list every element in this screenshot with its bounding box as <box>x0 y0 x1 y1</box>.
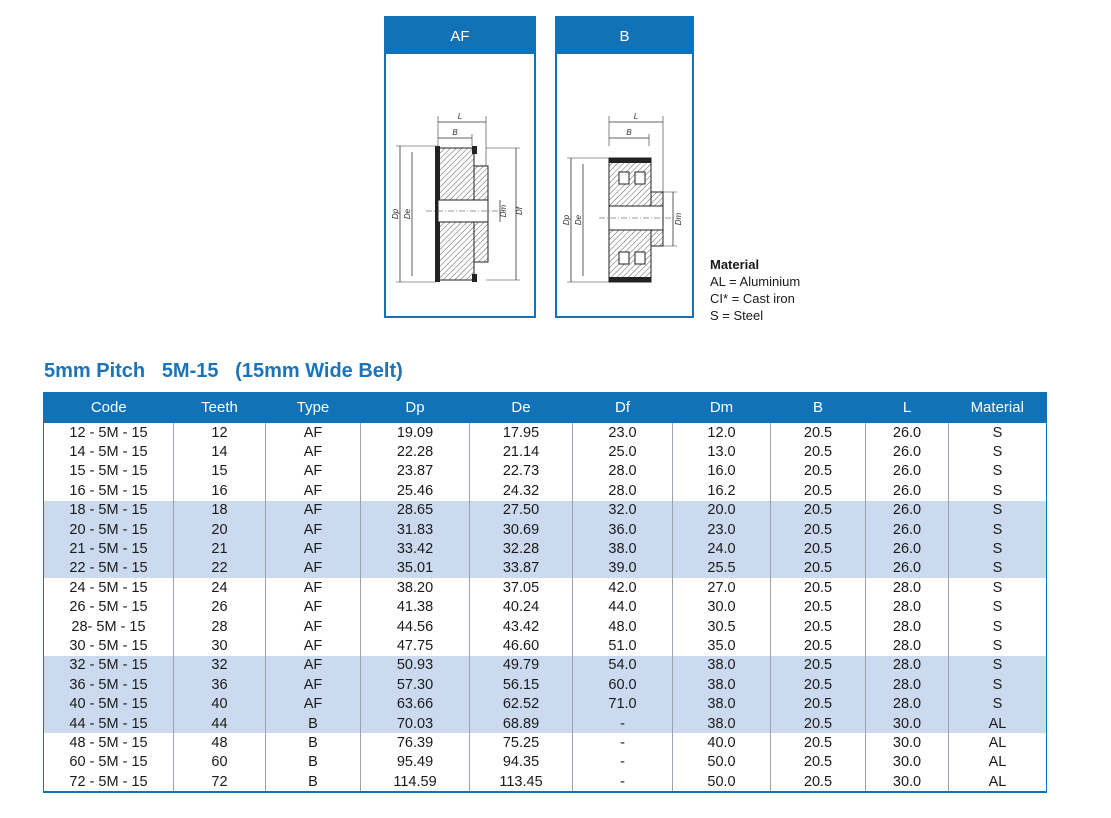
table-cell: 38.20 <box>361 578 470 597</box>
table-cell: 44.56 <box>361 617 470 636</box>
table-cell: 48.0 <box>573 617 673 636</box>
table-cell: 44 <box>174 714 266 733</box>
dim-label-l: L <box>633 112 639 121</box>
table-cell: 44 - 5M - 15 <box>44 714 174 733</box>
table-row <box>44 772 1047 792</box>
table-cell: 32.0 <box>573 501 673 520</box>
table-cell: 12 - 5M - 15 <box>69 424 148 441</box>
table-cell: 21.14 <box>470 442 573 461</box>
table-cell: 25.0 <box>573 442 673 461</box>
table-cell: 48 - 5M - 15 <box>69 734 148 751</box>
table-row <box>44 462 1047 481</box>
table-cell: 30.0 <box>866 714 949 733</box>
table-cell: 26.0 <box>866 501 949 520</box>
dim-label-dm: Dm <box>674 212 683 226</box>
table-cell: 31.83 <box>361 520 470 539</box>
table-cell: 26.0 <box>866 559 949 578</box>
diagram-panel-af <box>384 16 536 318</box>
table-cell: S <box>949 578 1047 597</box>
table-cell: 18 <box>174 501 266 520</box>
table-cell: 20.5 <box>771 733 866 752</box>
table-cell: S <box>949 539 1047 558</box>
table-cell: 13.0 <box>673 442 771 461</box>
table-cell: 25.5 <box>673 559 771 578</box>
table-cell: 20.5 <box>771 559 866 578</box>
table-cell: 28.0 <box>866 617 949 636</box>
table-cell: 20.5 <box>771 501 866 520</box>
table-cell: 94.35 <box>470 753 573 772</box>
column-header: Teeth <box>174 392 266 423</box>
dim-label-dm: Dm <box>499 204 508 218</box>
column-header: Dp <box>361 392 470 423</box>
dim-label-b: B <box>626 128 632 137</box>
material-title: Material <box>710 257 760 272</box>
table-cell: 51.0 <box>573 636 673 655</box>
table-cell: 35.0 <box>673 636 771 655</box>
table-cell: 28.0 <box>866 656 949 675</box>
table-cell: AF <box>266 578 361 597</box>
table-cell: 44.0 <box>573 598 673 617</box>
table-cell: 30 <box>174 636 266 655</box>
table-cell: 14 - 5M - 15 <box>69 444 148 461</box>
table-cell: 28.0 <box>866 578 949 597</box>
table-cell: 50.0 <box>673 753 771 772</box>
table-cell: 70.03 <box>361 714 470 733</box>
table-cell: 47.75 <box>361 636 470 655</box>
table-cell: 20 - 5M - 15 <box>44 520 174 539</box>
table-cell: AF <box>266 559 361 578</box>
table-cell: 30.0 <box>866 772 949 792</box>
table-cell: 40.24 <box>470 598 573 617</box>
table-cell: 20.5 <box>771 656 866 675</box>
table-cell: S <box>949 636 1047 655</box>
table-cell: 57.30 <box>361 675 470 694</box>
table-row <box>44 442 1047 461</box>
table-cell: 18 - 5M - 15 <box>44 501 174 520</box>
table-cell: S <box>949 442 1047 461</box>
pulley-af-drawing <box>386 54 534 316</box>
panel-af-title: AF <box>386 18 534 54</box>
table-cell: 23.87 <box>361 462 470 481</box>
table-cell: AF <box>266 617 361 636</box>
table-cell: 60 <box>174 753 266 772</box>
table-cell: 20.5 <box>771 772 866 792</box>
column-header: Dm <box>673 392 771 423</box>
table-row <box>44 733 1047 752</box>
table-row <box>44 694 1047 713</box>
table-cell: 20.5 <box>771 481 866 500</box>
table-cell: 24.0 <box>673 539 771 558</box>
table-cell: AF <box>266 520 361 539</box>
table-cell: AF <box>266 539 361 558</box>
table-cell: 20.5 <box>771 675 866 694</box>
table-row <box>44 617 1047 636</box>
table-cell: 20.5 <box>771 617 866 636</box>
table-cell: 16 - 5M - 15 <box>69 482 148 499</box>
table-cell: 12 <box>174 423 266 442</box>
table-cell: 30.0 <box>673 598 771 617</box>
table-cell: 28.0 <box>866 694 949 713</box>
table-cell: 20.5 <box>771 462 866 481</box>
table-cell: AF <box>266 442 361 461</box>
table-cell: AF <box>266 675 361 694</box>
diagram-panel-b <box>555 16 694 318</box>
table-cell: 20.5 <box>771 598 866 617</box>
table-cell: 60.0 <box>573 675 673 694</box>
material-line: AL = Aluminium <box>710 274 801 289</box>
table-cell: 15 <box>174 462 266 481</box>
table-cell: 20.0 <box>673 501 771 520</box>
material-line: CI* = Cast iron <box>710 291 795 306</box>
table-cell: 22.28 <box>361 442 470 461</box>
table-cell: 36 <box>174 675 266 694</box>
table-cell: 20.5 <box>771 636 866 655</box>
table-cell: 38.0 <box>673 714 771 733</box>
column-header: Type <box>266 392 361 423</box>
table-cell: AF <box>266 598 361 617</box>
table-cell: 60 - 5M - 15 <box>69 754 148 771</box>
table-cell: 28.0 <box>573 481 673 500</box>
table-cell: 30 - 5M - 15 <box>69 637 148 654</box>
table-cell: 28 <box>174 617 266 636</box>
table-cell: 23.0 <box>673 520 771 539</box>
table-cell: 19.09 <box>361 423 470 442</box>
table-cell: 24 - 5M - 15 <box>69 579 148 596</box>
table-cell: 26.0 <box>866 539 949 558</box>
table-cell: AF <box>266 462 361 481</box>
table-cell: 36.0 <box>573 520 673 539</box>
table-cell: 21 - 5M - 15 <box>44 539 174 558</box>
table-cell: 16.0 <box>673 462 771 481</box>
table-cell: S <box>949 481 1047 500</box>
section-heading: 5mm Pitch 5M-15 (15mm Wide Belt) <box>44 360 403 382</box>
table-cell: 30.0 <box>866 733 949 752</box>
table-cell: 17.95 <box>470 423 573 442</box>
pulley-spec-table <box>43 392 1047 793</box>
table-cell: B <box>266 714 361 733</box>
table-cell: S <box>949 559 1047 578</box>
dim-label-de: De <box>403 208 412 220</box>
table-row <box>44 423 1047 442</box>
table-cell: 22 <box>174 559 266 578</box>
table-cell: 26 - 5M - 15 <box>69 599 148 616</box>
table-row <box>44 675 1047 694</box>
table-cell: 76.39 <box>361 733 470 752</box>
column-header: Code <box>44 392 174 423</box>
table-cell: AL <box>949 733 1047 752</box>
column-header: B <box>771 392 866 423</box>
panel-b-title: B <box>557 18 692 54</box>
table-cell: 22 - 5M - 15 <box>44 559 174 578</box>
table-cell: 30.0 <box>866 753 949 772</box>
table-row <box>44 636 1047 655</box>
table-cell: 20.5 <box>771 578 866 597</box>
table-row <box>44 753 1047 772</box>
table-cell: B <box>266 772 361 792</box>
table-cell: 15 - 5M - 15 <box>69 463 148 480</box>
table-cell: 22.73 <box>470 462 573 481</box>
table-cell: 50.93 <box>361 656 470 675</box>
table-cell: S <box>949 423 1047 442</box>
table-cell: AL <box>949 714 1047 733</box>
table-cell: 20.5 <box>771 714 866 733</box>
table-cell: S <box>949 520 1047 539</box>
table-cell: 114.59 <box>361 772 470 792</box>
table-cell: 20.5 <box>771 539 866 558</box>
table-cell: 40 - 5M - 15 <box>44 694 174 713</box>
table-cell: 26.0 <box>866 423 949 442</box>
table-cell: S <box>949 462 1047 481</box>
table-cell: 71.0 <box>573 694 673 713</box>
table-cell: 40.0 <box>673 733 771 752</box>
table-cell: - <box>573 772 673 792</box>
table-row <box>44 481 1047 500</box>
table-cell: 63.66 <box>361 694 470 713</box>
table-cell: AF <box>266 481 361 500</box>
table-cell: AF <box>266 694 361 713</box>
table-cell: 46.60 <box>470 636 573 655</box>
table-row <box>44 578 1047 597</box>
table-cell: 36 - 5M - 15 <box>44 675 174 694</box>
table-cell: 16.2 <box>673 481 771 500</box>
table-cell: 30.69 <box>470 520 573 539</box>
table-cell: 27.50 <box>470 501 573 520</box>
pulley-b-drawing <box>557 54 692 316</box>
table-cell: 40 <box>174 694 266 713</box>
table-row <box>44 714 1047 733</box>
dim-label-df: Df <box>515 207 524 215</box>
table-cell: 28- 5M - 15 <box>71 618 146 635</box>
table-cell: 20.5 <box>771 423 866 442</box>
dim-label-l: L <box>457 112 463 121</box>
table-cell: 38.0 <box>673 656 771 675</box>
table-cell: 20.5 <box>771 520 866 539</box>
table-cell: - <box>573 714 673 733</box>
table-row <box>44 656 1047 675</box>
table-cell: 32 - 5M - 15 <box>44 656 174 675</box>
table-row <box>44 539 1047 558</box>
table-cell: 20.5 <box>771 753 866 772</box>
table-cell: 28.0 <box>866 636 949 655</box>
table-cell: 26.0 <box>866 462 949 481</box>
table-cell: 42.0 <box>573 578 673 597</box>
table-cell: S <box>949 617 1047 636</box>
table-cell: 49.79 <box>470 656 573 675</box>
column-header: Material <box>949 392 1047 423</box>
table-row <box>44 559 1047 578</box>
table-cell: 28.0 <box>866 675 949 694</box>
table-cell: AF <box>266 636 361 655</box>
table-cell: 50.0 <box>673 772 771 792</box>
table-cell: 28.0 <box>573 462 673 481</box>
column-header: L <box>866 392 949 423</box>
table-cell: 33.87 <box>470 559 573 578</box>
table-cell: B <box>266 753 361 772</box>
dim-label-de: De <box>574 214 583 226</box>
table-cell: 12.0 <box>673 423 771 442</box>
table-cell: B <box>266 733 361 752</box>
table-cell: - <box>573 733 673 752</box>
table-cell: 41.38 <box>361 598 470 617</box>
table-cell: AF <box>266 501 361 520</box>
table-cell: 16 <box>174 481 266 500</box>
table-cell: 25.46 <box>361 481 470 500</box>
table-cell: S <box>949 675 1047 694</box>
table-cell: 27.0 <box>673 578 771 597</box>
table-cell: 14 <box>174 442 266 461</box>
table-cell: 30.5 <box>673 617 771 636</box>
table-cell: 68.89 <box>470 714 573 733</box>
table-header-row <box>44 392 1047 423</box>
table-row <box>44 501 1047 520</box>
table-cell: 72 - 5M - 15 <box>44 772 174 792</box>
table-cell: 113.45 <box>470 772 573 792</box>
table-cell: 24.32 <box>470 481 573 500</box>
table-cell: 26.0 <box>866 442 949 461</box>
table-cell: 54.0 <box>573 656 673 675</box>
table-cell: 33.42 <box>361 539 470 558</box>
table-cell: 23.0 <box>573 423 673 442</box>
material-line: S = Steel <box>710 308 764 323</box>
table-row <box>44 598 1047 617</box>
table-cell: 32.28 <box>470 539 573 558</box>
table-cell: AL <box>949 772 1047 792</box>
dim-label-dp: Dp <box>391 208 400 220</box>
table-cell: AF <box>266 656 361 675</box>
table-cell: 20 <box>174 520 266 539</box>
table-cell: 38.0 <box>573 539 673 558</box>
table-row <box>44 520 1047 539</box>
table-cell: 39.0 <box>573 559 673 578</box>
table-cell: 56.15 <box>470 675 573 694</box>
table-cell: 38.0 <box>673 675 771 694</box>
table-cell: 32 <box>174 656 266 675</box>
table-cell: 48 <box>174 733 266 752</box>
table-cell: 28.65 <box>361 501 470 520</box>
table-cell: 26.0 <box>866 520 949 539</box>
table-cell: - <box>573 753 673 772</box>
dim-label-b: B <box>452 128 458 137</box>
table-cell: 35.01 <box>361 559 470 578</box>
table-cell: 95.49 <box>361 753 470 772</box>
table-cell: 37.05 <box>470 578 573 597</box>
table-cell: 20.5 <box>771 442 866 461</box>
table-cell: S <box>949 656 1047 675</box>
table-cell: 62.52 <box>470 694 573 713</box>
table-cell: 26.0 <box>866 481 949 500</box>
material-legend <box>710 256 800 324</box>
column-header: De <box>470 392 573 423</box>
table-cell: S <box>949 598 1047 617</box>
table-cell: 72 <box>174 772 266 792</box>
table-cell: S <box>949 501 1047 520</box>
table-cell: 24 <box>174 578 266 597</box>
table-cell: 21 <box>174 539 266 558</box>
dim-label-dp: Dp <box>562 214 571 226</box>
table-cell: S <box>949 694 1047 713</box>
column-header: Df <box>573 392 673 423</box>
table-cell: 75.25 <box>470 733 573 752</box>
table-cell: 38.0 <box>673 694 771 713</box>
table-cell: AL <box>949 753 1047 772</box>
table-cell: 28.0 <box>866 598 949 617</box>
table-cell: 43.42 <box>470 617 573 636</box>
table-cell: 26 <box>174 598 266 617</box>
table-cell: AF <box>266 423 361 442</box>
table-cell: 20.5 <box>771 694 866 713</box>
